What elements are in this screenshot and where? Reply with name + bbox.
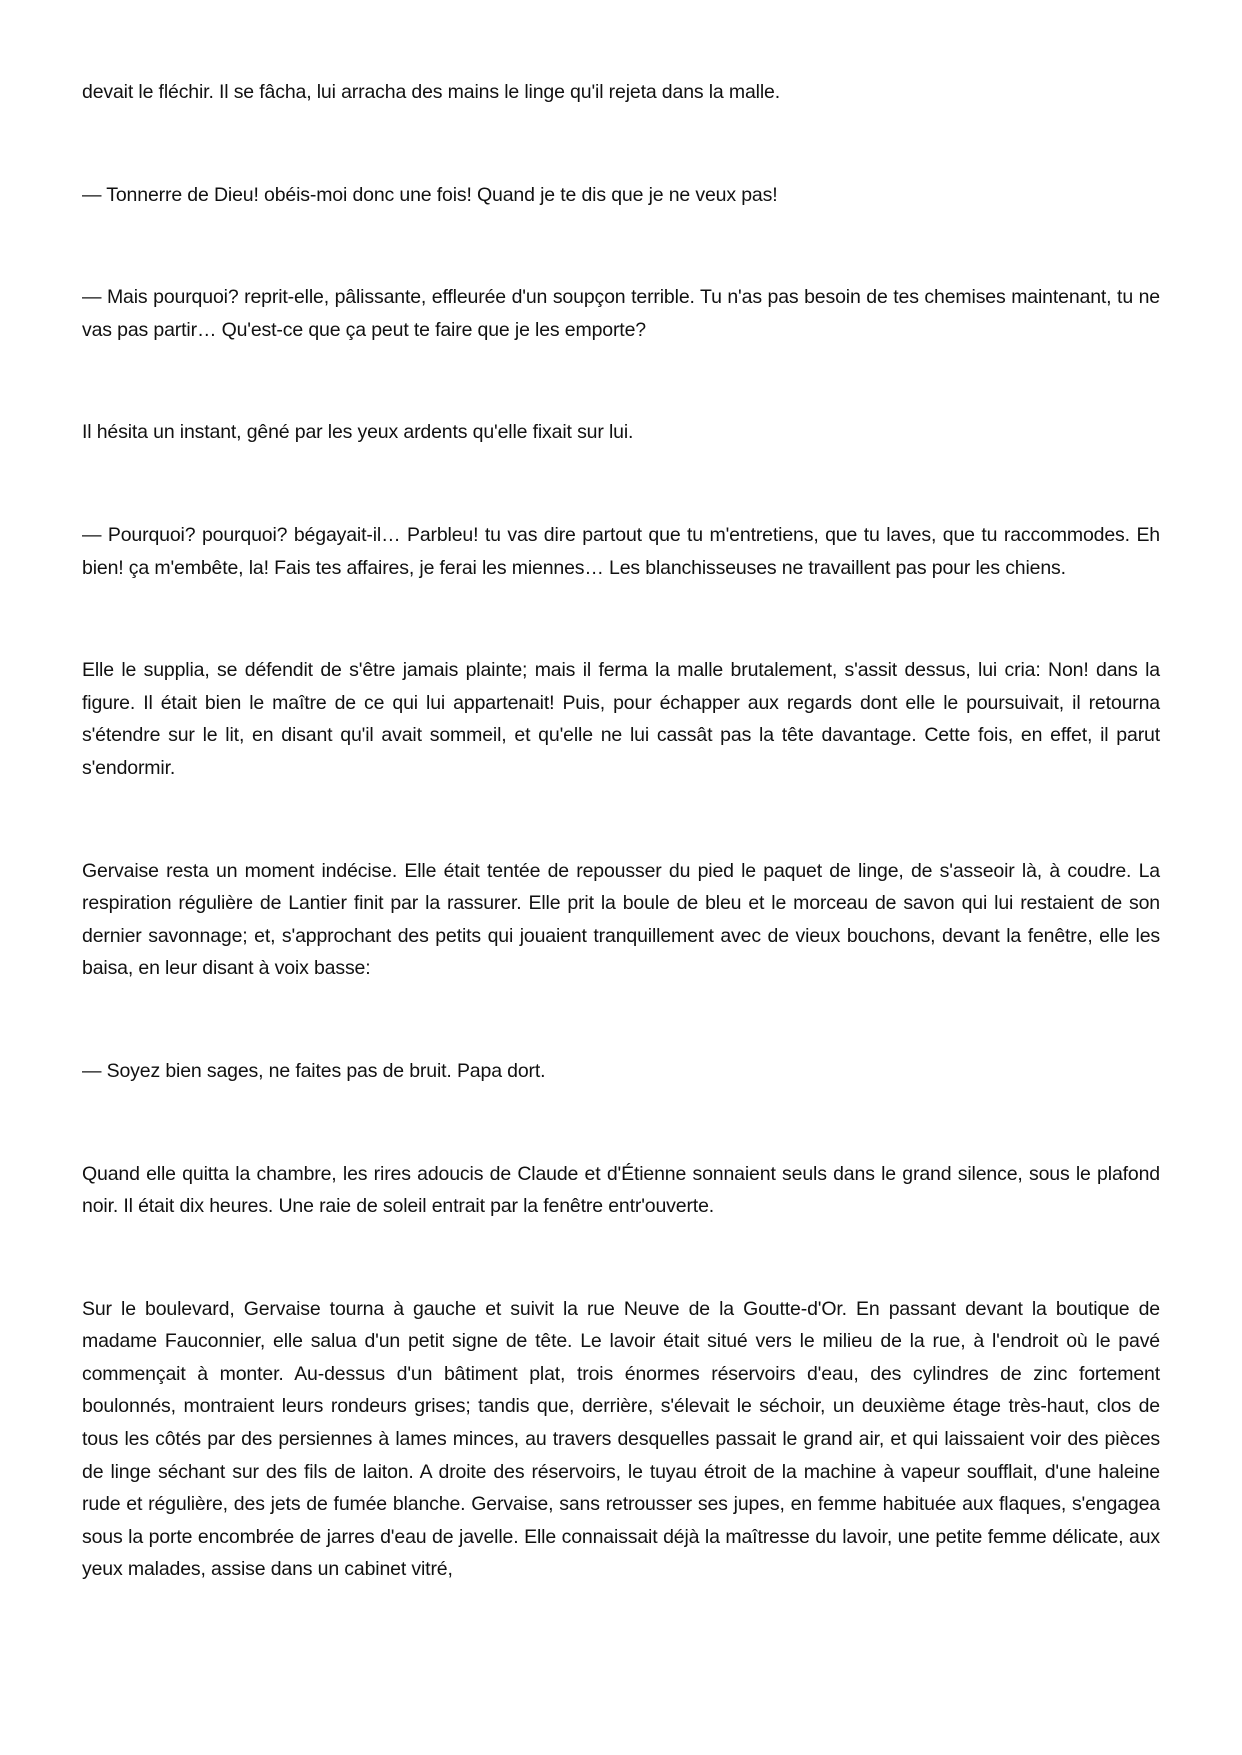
paragraph-9: Quand elle quitta la chambre, les rires adoucis de Claude et d'Étienne sonnaient seuls dans le grand silence, sous le plafond noir. Il était dix heures. Une raie de soleil entrait par la fenêtre entr'ouverte. <box>82 1162 1160 1218</box>
paragraph-4: Il hésita un instant, gêné par les yeux ardents qu'elle fixait sur lui. <box>82 421 634 444</box>
paragraph-7: Gervaise resta un moment indécise. Elle était tentée de repousser du pied le paquet de linge, de s'asseoir là, à coudre. La respiration régulière de Lantier finit par la rassurer. Elle prit la boule de bleu et le morceau de savon qui lui restaient de son dernier savonnage; et, s'approchant des petits qui jouaient tranquillement avec de vieux bouchons, devant la fenêtre, elle les baisa, en leur disant à voix basse: <box>82 859 1160 980</box>
paragraph-6: Elle le supplia, se défendit de s'être jamais plainte; mais il ferma la malle brutalement, s'assit dessus, lui cria: Non! dans la figure. Il était bien le maître de ce qui lui appartenait! Puis, pour échapper aux regards dont elle le poursuivait, il retourna s'étendre sur le lit, en disant qu'il avait sommeil, et qu'elle ne lui cassât pas la tête davantage. Cette fois, en effet, il parut s'endormir. <box>82 659 1160 779</box>
paragraph-8: — Soyez bien sages, ne faites pas de bruit. Papa dort. <box>82 1059 546 1082</box>
paragraph-5: — Pourquoi? pourquoi? bégayait-il… Parbleu! tu vas dire partout que tu m'entretiens, que tu laves, que tu raccommodes. Eh bien! ça m'embête, la! Fais tes affaires, je ferai les miennes… Les blanchisseuses ne travaillent pas pour les chiens. <box>82 523 1160 579</box>
text-column <box>82 76 1160 1586</box>
paragraph-3: — Mais pourquoi? reprit-elle, pâlissante, effleurée d'un soupçon terrible. Tu n'as pas besoin de tes chemises maintenant, tu ne vas pas partir… Qu'est-ce que ça peut te faire que je les emporte? <box>82 286 1160 341</box>
paragraph-2: — Tonnerre de Dieu! obéis-moi donc une fois! Quand je te dis que je ne veux pas! <box>82 183 778 206</box>
paragraph-1: devait le fléchir. Il se fâcha, lui arracha des mains le linge qu'il rejeta dans la malle. <box>82 81 781 103</box>
paragraph-10: Sur le boulevard, Gervaise tourna à gauche et suivit la rue Neuve de la Goutte-d'Or. En passant devant la boutique de madame Fauconnier, elle salua d'un petit signe de tête. Le lavoir était situé vers le milieu de la rue, à l'endroit où le pavé commençait à monter. Au-dessus d'un bâtiment plat, trois énormes réservoirs d'eau, des cylindres de zinc fortement boulonnés, montraient leurs rondeurs grises; tandis que, derrière, s'élevait le séchoir, un deuxième étage très-haut, clos de tous les côtés par des persiennes à lames minces, au travers desquelles passait le grand air, et qui laissaient voir des pièces de linge séchant sur des fils de laiton. A droite des réservoirs, le tuyau étroit de la machine à vapeur soufflait, d'une haleine rude et régulière, des jets de fumée blanche. Gervaise, sans retrousser ses jupes, en femme habituée aux flaques, s'engagea sous la porte encombrée de jarres d'eau de javelle. Elle connaissait déjà la maîtresse du lavoir, une petite femme délicate, aux yeux malades, assise dans un cabinet vitré, <box>82 1297 1160 1581</box>
